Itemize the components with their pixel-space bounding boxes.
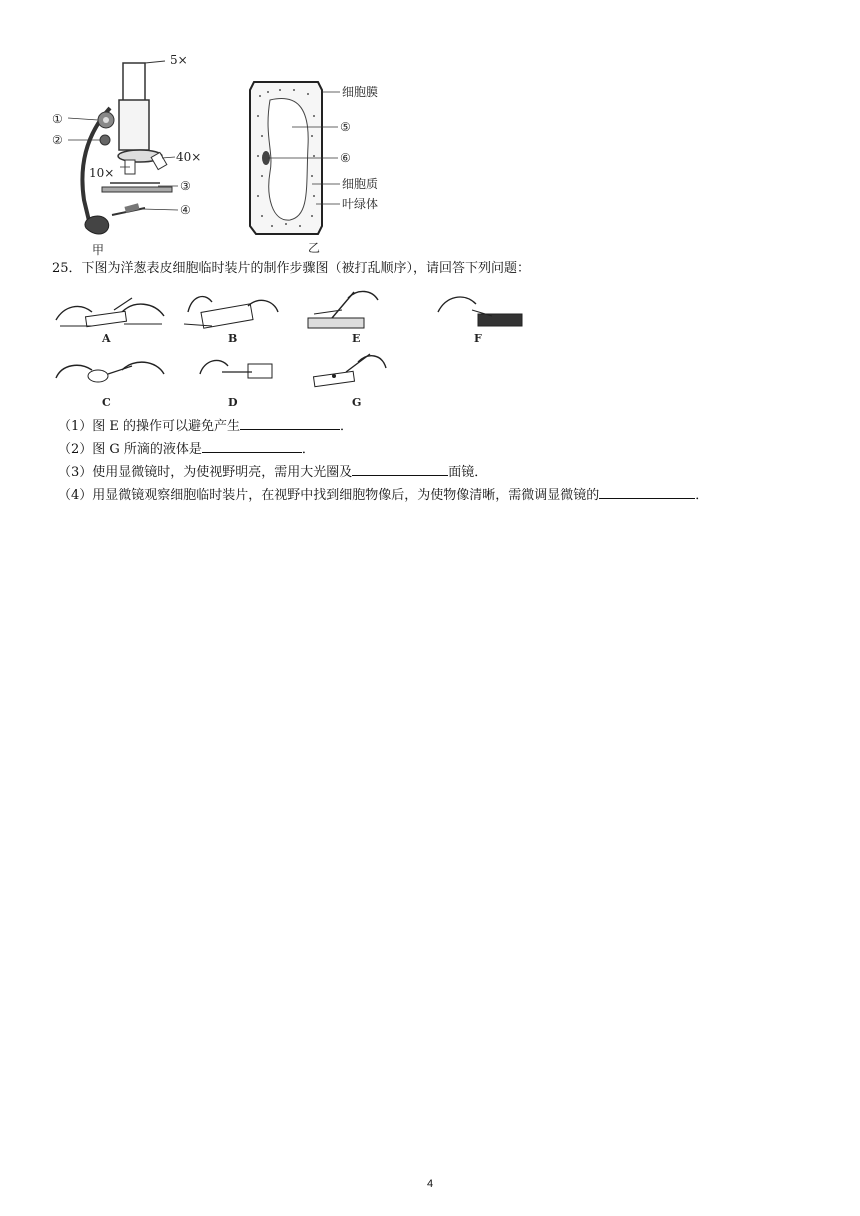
plant-cell-figure: [236, 76, 396, 256]
sub-question-1: （1）图 E 的操作可以避免产生 ．: [58, 419, 354, 434]
part-6-label: ⑥: [340, 151, 351, 165]
answer-blank[interactable]: [240, 417, 340, 430]
step-label: C: [102, 396, 111, 409]
answer-blank[interactable]: [202, 440, 302, 453]
step-label: F: [474, 332, 482, 345]
page-number: 4: [426, 1178, 434, 1190]
step-b-illustration: [184, 297, 278, 329]
step-e-illustration: [308, 291, 378, 328]
steps-figure: [52, 282, 532, 410]
cell-caption: 乙: [308, 241, 321, 255]
part-2-label: ②: [52, 133, 63, 147]
objective-low-label: 10×: [89, 166, 115, 180]
answer-blank[interactable]: [352, 463, 448, 476]
microscope-caption: 甲: [92, 243, 105, 257]
step-c-illustration: [56, 362, 164, 382]
part-1-label: ①: [52, 112, 63, 126]
step-g-illustration: [313, 354, 386, 387]
step-label: G: [352, 396, 362, 409]
sub-question-4: （4）用显微镜观察细胞临时装片，在视野中找到细胞物像后，为使物像清晰，需微调显微镜的 ．: [58, 488, 709, 503]
step-label: D: [228, 396, 238, 409]
step-label: B: [228, 332, 238, 345]
part-5-label: ⑤: [340, 120, 351, 134]
objective-high-label: 40×: [176, 150, 202, 164]
chloroplast-label: 叶绿体: [342, 197, 379, 211]
step-a-illustration: [56, 298, 164, 327]
sub-question-3: （3）使用显微镜时，为使视野明亮，需用大光圈及 面镜．: [58, 465, 488, 480]
step-label: A: [102, 332, 111, 345]
part-3-label: ③: [180, 179, 191, 193]
sub-question-2: （2）图 G 所滴的液体是 ．: [58, 442, 315, 457]
cytoplasm-label: 细胞质: [342, 177, 379, 191]
step-f-illustration: [438, 297, 522, 326]
microscope-figure: [50, 50, 210, 258]
step-d-illustration: [200, 360, 272, 378]
eyepiece-label: 5×: [170, 53, 188, 67]
membrane-label: 细胞膜: [342, 85, 379, 99]
question-title: 25．下图为洋葱表皮细胞临时装片的制作步骤图（被打乱顺序），请回答下列问题：: [52, 261, 531, 276]
part-4-label: ④: [180, 203, 191, 217]
answer-blank[interactable]: [599, 486, 695, 499]
step-label: E: [352, 332, 361, 345]
